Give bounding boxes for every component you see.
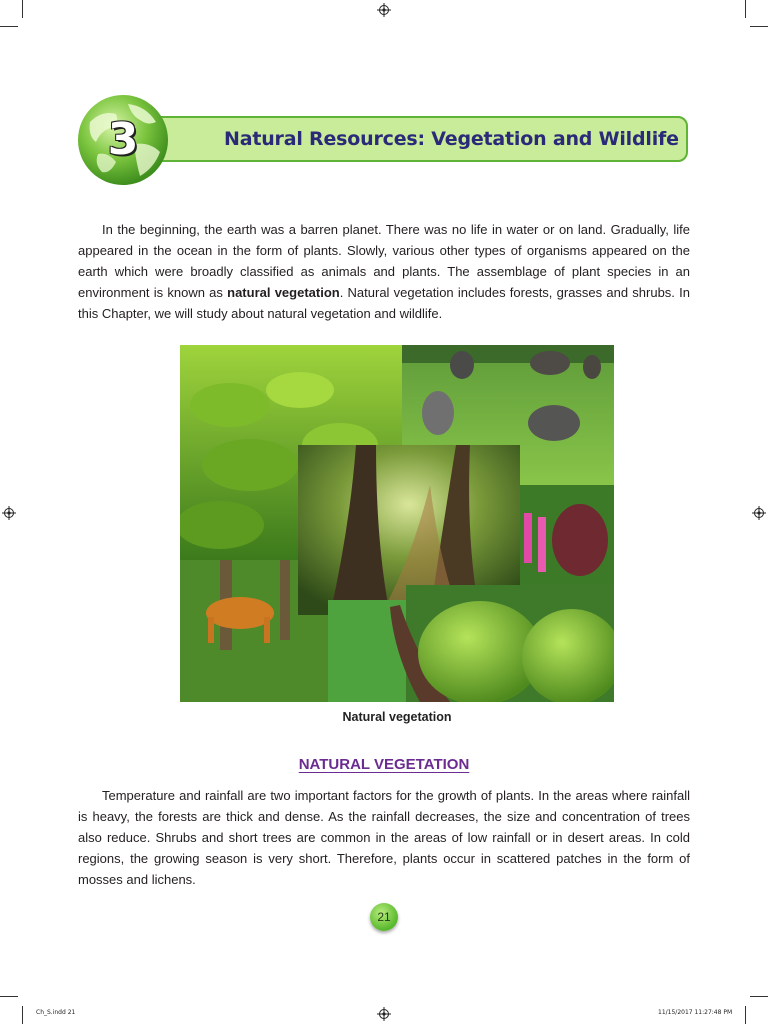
key-term: natural vegetation — [227, 285, 340, 300]
crop-mark — [22, 0, 23, 18]
registration-mark-icon — [377, 1007, 391, 1021]
section-heading: NATURAL VEGETATION — [298, 756, 470, 773]
crop-mark — [745, 0, 746, 18]
crop-mark — [745, 1006, 746, 1024]
intro-text: In the beginning, the earth was a barren planet. There was no life in water or on land. Gradually, life appeared in the ocean in the form of plants. Slowly, various other types of organisms appeared on the earth which were broadly classified as animals and plants. The assemblage of plant species in an environment is known as — [78, 222, 690, 300]
crop-mark — [22, 1006, 23, 1024]
section-paragraph — [78, 785, 690, 890]
chapter-title: Natural Resources: Vegetation and Wildlife — [224, 128, 679, 150]
page-number: 21 — [377, 910, 391, 924]
registration-mark-icon — [2, 506, 16, 520]
crop-mark — [0, 26, 18, 27]
figure-caption: Natural vegetation — [342, 710, 452, 724]
intro-text-end: . Natural vegetation includes forests, grasses and shrubs. In this Chapter, we will study about natural vegetation and wildlife. — [78, 285, 690, 321]
print-slug-file: Ch_S.indd 21 — [36, 1009, 76, 1016]
print-slug-timestamp: 11/15/2017 11:27:48 PM — [658, 1009, 733, 1016]
crop-mark — [750, 996, 768, 997]
crop-mark — [750, 26, 768, 27]
registration-mark-icon — [752, 506, 766, 520]
vegetation-collage-image — [180, 345, 614, 702]
registration-mark-icon — [377, 3, 391, 17]
intro-paragraph — [78, 219, 690, 324]
section-text: Temperature and rainfall are two important factors for the growth of plants. In the areas where rainfall is heavy, the forests are thick and dense. As the rainfall decreases, the size and concentration of trees also reduce. Shrubs and short trees are common in the areas of low rainfall or in desert areas. In cold regions, the growing season is very short. Therefore, plants occur in scattered patches in the form of mosses and lichens. — [78, 788, 690, 887]
crop-mark — [0, 996, 18, 997]
chapter-number: 3 — [107, 114, 139, 165]
